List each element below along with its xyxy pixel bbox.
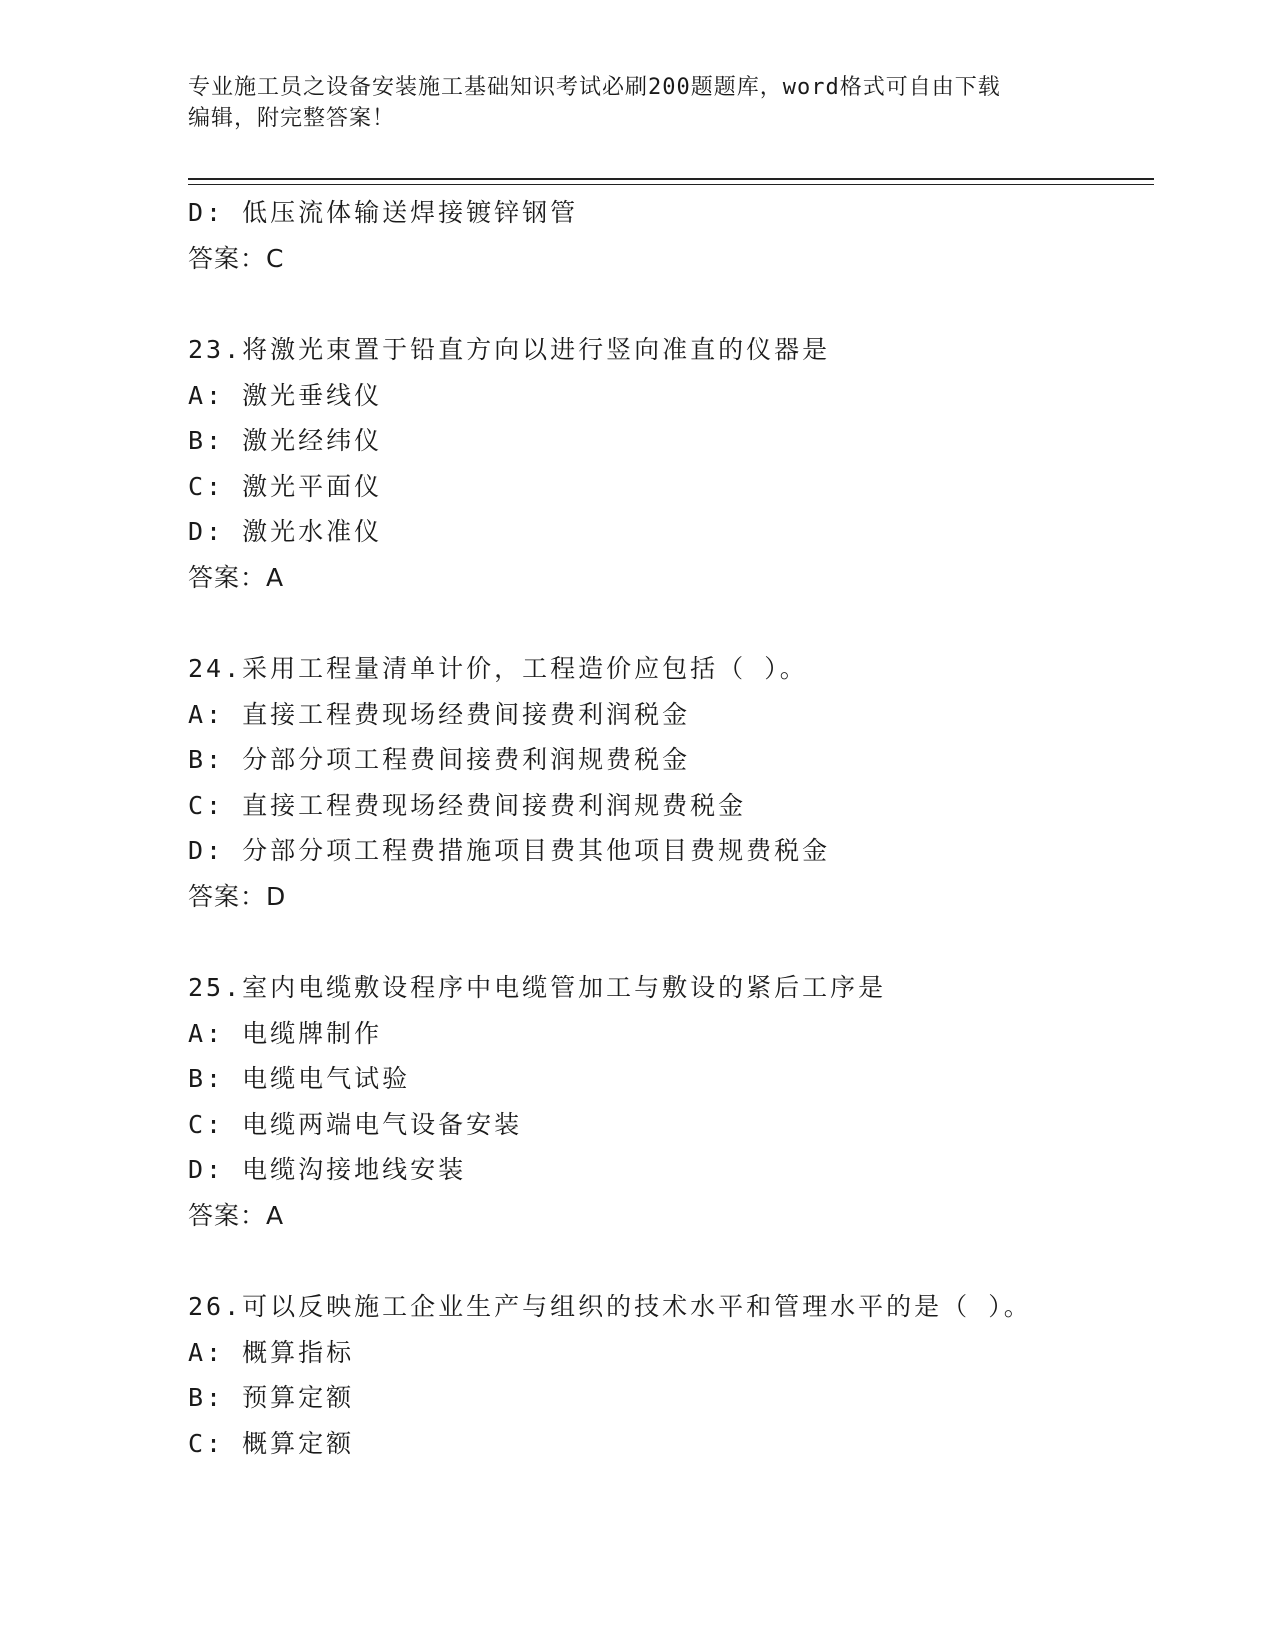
option-b: B: 电缆电气试验 [188,1064,411,1093]
option-c: C: 直接工程费现场经费间接费利润规费税金 [188,790,747,820]
answer: 答案：A [188,1200,285,1230]
option-a: A: 电缆牌制作 [188,1018,383,1048]
option-b: B: 激光经纬仪 [188,426,383,455]
spacer [188,1238,1168,1284]
option-d-prev: D: 低压流体输送焊接镀锌钢管 [188,198,579,227]
option-a: A: 直接工程费现场经费间接费利润税金 [188,699,691,729]
question-stem: 26.可以反映施工企业生产与组织的技术水平和管理水平的是（ ）。 [188,1292,1032,1321]
option-d: D: 分部分项工程费措施项目费其他项目费规费税金 [188,836,831,865]
answer: 答案：D [188,881,287,911]
question-list [188,190,1168,1466]
answer: 答案：A [188,562,285,592]
question-stem: 23.将激光束置于铅直方向以进行竖向准直的仪器是 [188,335,831,364]
document-header [188,72,1068,134]
option-a: A: 概算指标 [188,1337,355,1367]
option-a: A: 激光垂线仪 [188,380,383,410]
option-c: C: 电缆两端电气设备安装 [188,1109,523,1139]
option-d: D: 激光水准仪 [188,517,383,546]
question-24 [188,646,1168,919]
header-line-1: 专业施工员之设备安装施工基础知识考试必刷200题题库，word格式可自由下载 [188,75,1001,100]
header-rule-thick [188,178,1154,180]
question-25 [188,965,1168,1238]
question-stem: 24.采用工程量清单计价，工程造价应包括（ ）。 [188,654,808,683]
header-line-2: 编辑，附完整答案！ [188,106,396,131]
question-23 [188,327,1168,600]
question-26 [188,1284,1168,1466]
question-stem: 25.室内电缆敷设程序中电缆管加工与敷设的紧后工序是 [188,973,887,1002]
answer-prev: 答案：C [188,243,285,273]
header-rule-thin [188,184,1154,185]
option-d: D: 电缆沟接地线安装 [188,1155,467,1184]
spacer [188,919,1168,965]
option-c: C: 概算定额 [188,1428,355,1458]
spacer [188,600,1168,646]
option-b: B: 分部分项工程费间接费利润规费税金 [188,745,691,774]
spacer [188,281,1168,327]
option-b: B: 预算定额 [188,1383,355,1412]
option-c: C: 激光平面仪 [188,471,383,501]
